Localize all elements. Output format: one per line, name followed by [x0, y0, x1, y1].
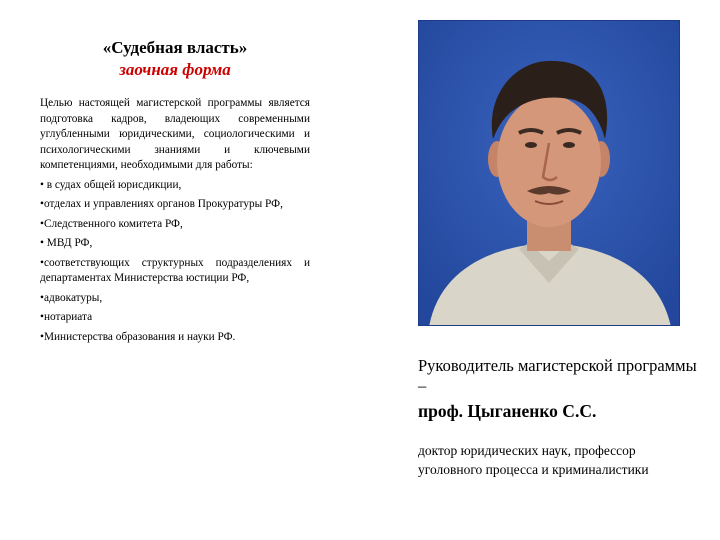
leader-role: Руководитель магистерской программы – — [418, 356, 697, 395]
list-item: •отделах и управлениях органов Прокуратуры РФ, — [40, 198, 283, 210]
program-title: «Судебная власть» — [102, 38, 248, 57]
leader-name: проф. Цыганенко С.С. — [418, 401, 597, 421]
program-mode: заочная форма — [119, 60, 231, 79]
list-item: •Следственного комитета РФ, — [40, 217, 183, 230]
list-item: • в судах общей юрисдикции, — [40, 178, 182, 191]
list-item: •Министерства образования и науки РФ. — [40, 330, 236, 343]
list-item: •нотариата — [40, 311, 93, 323]
program-description — [40, 96, 310, 345]
portrait-illustration — [419, 21, 680, 326]
leader-credentials: доктор юридических наук, профессор уголовного процесса и криминалистики — [418, 443, 649, 477]
list-item: • МВД РФ, — [40, 237, 93, 249]
list-item: •адвокатуры, — [40, 291, 103, 304]
list-item: •соответствующих структурных подразделениях и департаментах Министерства юстиции РФ, — [40, 256, 310, 284]
leader-photo — [418, 20, 680, 326]
program-intro: Целью настоящей магистерской программы является подготовка кадров, владеющих современными углубленными юридическими, социологическими и психологическими знаниями и ключевыми компетенциями, необходимыми для работы: — [40, 97, 310, 171]
